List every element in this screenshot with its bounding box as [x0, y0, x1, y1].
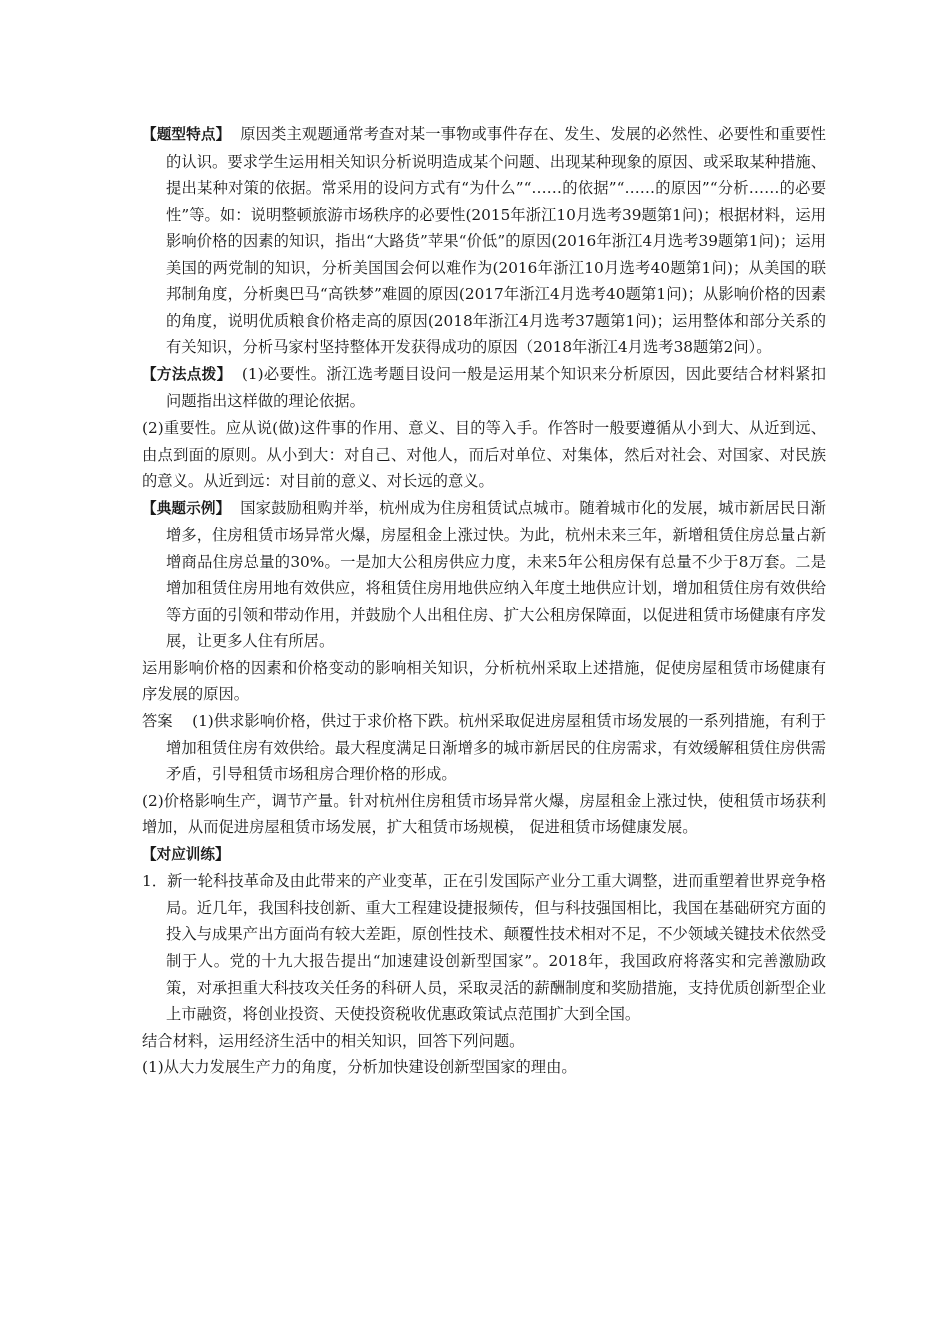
example-label: 【典题示例】 — [142, 499, 231, 517]
method-tips-label: 【方法点拨】 — [142, 365, 232, 383]
type-features-text: 原因类主观题通常考查对某一事物或事件存在、发生、发展的必然性、必要性和重要性的认识。要求学生运用相关知识分析说明造成某个问题、出现某种现象的原因、或采取某种措施、提出某种对策的依据。常采用的设问方式有“为什么”“……的依据”“……的原因”“分析……的必要性”等。如：说明整顿旅游市场秩序的必要性(2015年浙江10月选考39题第1问)；根据材料，运用影响价格的因素的知识，指出“大路货”苹果“价低”的原因(2016年浙江4月选考39题第1问)；运用美国的两党制的知识，分析美国国会何以难作为(2016年浙江10月选考40题第1问)；从美国的联邦制角度，分析奥巴马“高铁梦”难圆的原因(2017年浙江4月选考40题第1问)；从影响价格的因素的角度，说明优质粮食价格走高的原因(2018年浙江4月选考37题第1问)；运用整体和部分关系的有关知识，分析马家村坚持整体开发获得成功的原因（2018年浙江4月选考38题第2问）。 — [166, 125, 826, 357]
example-text: 国家鼓励租购并举，杭州成为住房租赁试点城市。随着城市化的发展，城市新居民日渐增多，住房租赁市场异常火爆，房屋租金上涨过快。为此，杭州未来三年，新增租赁住房总量占新增商品住房总量的30%。一是加大公租房供应力度，未来5年公租房保有总量不少于8万套。二是增加租赁住房用地有效供应，将租赁住房用地供应纳入年度土地供应计划，增加租赁住房有效供给等方面的引领和带动作用，并鼓励个人出租住房、扩大公租房保障面，以促进租赁市场健康有序发展，让更多人住有所居。 — [166, 498, 826, 651]
training-subquestion-1: (1)从大力发展生产力的角度，分析加快建设创新型国家的理由。 — [142, 1058, 577, 1077]
answer-label: 答案 — [142, 712, 173, 731]
document-page — [142, 121, 826, 1081]
training-label: 【对应训练】 — [142, 845, 230, 863]
type-features-paragraph — [142, 121, 826, 361]
answer-item-1: (1)供求影响价格，供过于求价格下跌。杭州采取促进房屋租赁市场发展的一系列措施，有利于增加租赁住房有效供给。最大程度满足日渐增多的城市新居民的住房需求，有效缓解租赁住房供需矛盾，引导租赁市场租房合理价格的形成。 — [166, 712, 826, 784]
method-tips-item-2: (2)重要性。应从说(做)这件事的作用、意义、目的等入手。作答时一般要遵循从小到大、从近到远、由点到面的原则。从小到大：对自己、对他人，而后对单位、对集体，然后对社会、对国家、对民族的意义。从近到远：对目前的意义、对长远的意义。 — [142, 419, 826, 491]
training-question-1: 1．新一轮科技革命及由此带来的产业变革，正在引发国际产业分工重大调整，进而重塑着世界竞争格局。近几年，我国科技创新、重大工程建设捷报频传，但与科技强国相比，我国在基础研究方面的投入与成果产出方面尚有较大差距，原创性技术、颠覆性技术相对不足，不少领域关键技术依然受制于人。党的十九大报告提出“加速建设创新型国家”。2018年，我国政府将落实和完善激励政策，对承担重大科技攻关任务的科研人员，采取灵活的薪酬制度和奖励措施，支持优质创新型企业上市融资，将创业投资、天使投资税收优惠政策试点范围扩大到全国。 — [142, 872, 826, 1024]
example-question: 运用影响价格的因素和价格变动的影响相关知识，分析杭州采取上述措施，促使房屋租赁市场健康有序发展的原因。 — [142, 658, 826, 704]
method-tips-text: (1)必要性。浙江选考题目设问一般是运用某个知识来分析原因，因此要结合材料紧扣问题指出这样做的理论依据。 — [166, 364, 827, 411]
training-instruction: 结合材料，运用经济生活中的相关知识，回答下列问题。 — [142, 1031, 525, 1050]
answer-item-2: (2)价格影响生产，调节产量。针对杭州住房租赁市场异常火爆，房屋租金上涨过快，使租赁市场获利增加，从而促进房屋租赁市场发展，扩大租赁市场规模， 促进租赁市场健康发展。 — [142, 791, 826, 837]
method-tips-paragraph — [142, 361, 826, 415]
answer-paragraph — [142, 708, 826, 788]
example-paragraph — [142, 495, 826, 655]
type-features-label: 【题型特点】 — [142, 126, 231, 143]
